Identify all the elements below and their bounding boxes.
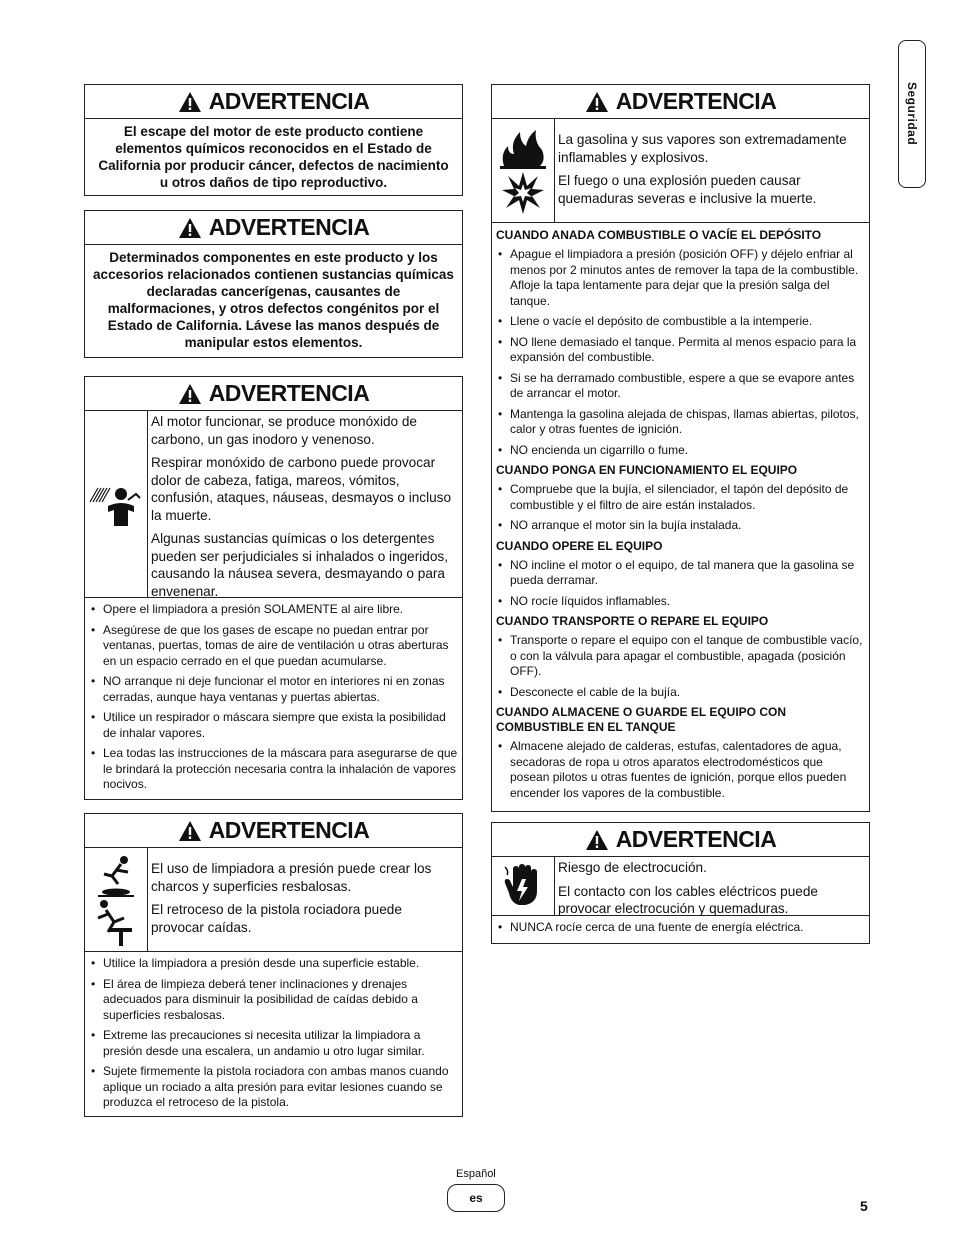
list-item: • El área de limpieza deberá tener inclinaciones y drenajes adecuados para disminuir la posibilidad de caídas debido a superficies resbalosas. [89,977,458,1024]
list-item: • Llene o vacíe el depósito de combustible a la intemperie. [496,314,865,330]
hazard-paragraph: Algunas sustancias químicas o los detergentes pueden ser perjudiciales si inhalados o ingeridos, causando la náusea severa, desmayando o para envenenar. [151,531,448,599]
list-item: • NUNCA rocíe cerca de una fuente de energía eléctrica. [496,920,865,936]
list-item: • Si se ha derramado combustible, espere a que se evapore antes de arrancar el motor. [496,371,865,402]
bullet-list [85,952,462,1120]
list-item: • Compruebe que la bujía, el silenciador, el tapón del depósito de combustible y el filtro de aire están instalados. [496,482,865,513]
warning-box-carbon-monoxide [84,376,463,800]
hazard-paragraph: El uso de limpiadora a presión puede crear los charcos y superficies resbalosas. [151,861,432,894]
section-tab-label: Seguridad [905,82,919,146]
explosion-icon [500,170,546,216]
hazard-description [555,857,869,915]
list-item: • NO encienda un cigarrillo o fume. [496,443,865,459]
warning-header [85,211,462,245]
list-item: • Transporte o repare el equipo con el tanque de combustible vacío, o con la válvula para apagar el combustible, apagada (posición OFF). [496,633,865,680]
fire-icon [498,126,548,170]
list-item: • Desconecte el cable de la bujía. [496,685,865,701]
footer-language: Español [456,1168,496,1180]
section-list [492,223,869,801]
list-item: • Extreme las precauciones si necesita utilizar la limpiadora a presión desde una escalera, un andamio u otro lugar similar. [89,1028,458,1059]
warning-box-prop65-exhaust [84,84,463,196]
bullet-list [492,247,869,458]
bullet-list [85,598,462,802]
list-item: • NO arranque el motor sin la bujía instalada. [496,518,865,534]
bullet-list [492,916,869,945]
hazard-description [148,411,462,597]
list-item: • NO arranque ni deje funcionar el motor en interiores ni en zonas cerradas, aunque haya ventanas y puertas abiertas. [89,674,458,705]
hazard-paragraph: La gasolina y sus vapores son extremadamente inflamables y explosivos. [558,132,847,165]
warning-triangle-icon [178,91,202,113]
list-item: • Utilice un respirador o máscara siempre que exista la posibilidad de inhalar vapores. [89,710,458,741]
bullet-list [492,558,869,610]
list-item: • Asegúrese de que los gases de escape no puedan entrar por ventanas, puertas, tomas de aire de ventilación u otras aberturas en un espacio cerrado en el que puedan acumularse. [89,623,458,670]
warning-title: ADVERTENCIA [208,817,370,843]
warning-box-prop65-components [84,210,463,358]
warning-text: Determinados componentes en este producto y los accesorios relacionados contienen sustancias químicas declaradas cancerígenas, causantes de malformaciones, y otros defectos congénitos por el Estado de California. Lávese las manos después de manipular estos elementos. [93,250,454,350]
hazard-paragraph: Respirar monóxido de carbono puede provocar dolor de cabeza, fatiga, mareos, vómitos, confusión, ataques, náuseas, desmayos o incluso la muerte. [151,455,452,523]
warning-title: ADVERTENCIA [208,214,370,240]
warning-box-fuel-fire [491,84,870,812]
list-item: • NO rocíe líquidos inflamables. [496,594,865,610]
warning-triangle-icon [585,91,609,113]
warning-triangle-icon [178,383,202,405]
page-number: 5 [860,1198,868,1214]
hazard-paragraph: El fuego o una explosión pueden causar quemaduras severas e inclusive la muerte. [558,173,817,206]
list-item: • Apague el limpiadora a presión (posición OFF) y déjelo enfriar al menos por 2 minutos antes de remover la tapa de la combustible. Afloje la tapa lentamente para dejar que la presión salga del tanque. [496,247,865,309]
slip-hazard-icon [94,854,138,898]
warning-title: ADVERTENCIA [615,826,777,852]
list-item: • Opere el limpiadora a presión SOLAMENTE al aire libre. [89,602,458,618]
warning-title: ADVERTENCIA [615,88,777,114]
section-tab [898,40,926,188]
list-item: • NO incline el motor o el equipo, de tal manera que la gasolina se pueda derramar. [496,558,865,589]
hazard-description [148,848,462,951]
list-item: • Almacene alejado de calderas, estufas, calentadores de agua, secadoras de ropa u otros aparatos electrodomésticos que posean pilotos u otras fuentes de ignición, porque ellos pueden encender los vapores de la combustible. [496,739,865,801]
warning-header [492,85,869,119]
warning-triangle-icon [178,217,202,239]
bullet-list [492,482,869,534]
hazard-paragraph: Al motor funcionar, se produce monóxido de carbono, un gas inodoro y venenoso. [151,414,417,447]
list-item: • Mantenga la gasolina alejada de chispas, llamas abiertas, pilotos, calor y otras fuentes de ignición. [496,407,865,438]
carbon-monoxide-icon [88,480,144,528]
warning-header [85,377,462,411]
footer-language-code: es [447,1184,505,1212]
hazard-paragraph: El contacto con los cables eléctricos puede provocar electrocución y quemaduras. [558,883,818,916]
warning-header [492,823,869,857]
bullet-list [492,739,869,801]
list-item: • Sujete firmemente la pistola rociadora con ambas manos cuando aplique un rociado a alta presión para evitar lesiones cuando se produzca el retroceso de la pistola. [89,1064,458,1111]
section-heading: CUANDO ANADA COMBUSTIBLE O VACÍE EL DEPÓSITO [496,228,822,242]
hazard-description [555,119,869,222]
section-heading: CUANDO OPERE EL EQUIPO [496,538,663,553]
section-heading: CUANDO ALMACENE O GUARDE EL EQUIPO CON COMBUSTIBLE EN EL TANQUE [496,705,787,734]
warning-header [85,85,462,119]
hazard-paragraph: Riesgo de electrocución. [558,860,707,875]
section-heading: CUANDO TRANSPORTE O REPARE EL EQUIPO [496,614,769,628]
list-item: • Lea todas las instrucciones de la máscara para asegurarse de que le brindará la protección necesaria contra la inhalación de vapores nocivos. [89,746,458,793]
warning-box-electrocution [491,822,870,944]
warning-title: ADVERTENCIA [208,88,370,114]
hazard-paragraph: El retroceso de la pistola rociadora puede provocar caídas. [151,902,402,935]
fall-hazard-icon [94,898,138,946]
warning-title: ADVERTENCIA [208,380,370,406]
bullet-list [492,633,869,700]
warning-header [85,814,462,848]
warning-text: El escape del motor de este producto contiene elementos químicos reconocidos en el Estado de California por producir cáncer, defectos de nacimiento u otros daños de tipo reproductivo. [98,124,449,190]
warning-box-slip-fall [84,813,463,1117]
warning-triangle-icon [585,829,609,851]
electric-shock-icon [503,863,543,909]
section-heading: CUANDO PONGA EN FUNCIONAMIENTO EL EQUIPO [496,463,798,477]
warning-triangle-icon [178,820,202,842]
list-item: • NO llene demasiado el tanque. Permita al menos espacio para la expansión del combustible. [496,335,865,366]
list-item: • Utilice la limpiadora a presión desde una superficie estable. [89,956,458,972]
